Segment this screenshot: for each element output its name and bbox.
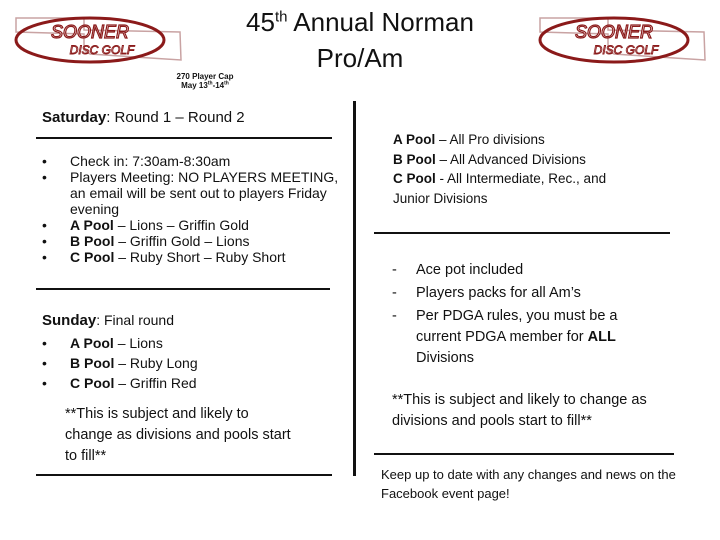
sunday-schedule-list (42, 333, 342, 393)
list-item: • B Pool – Griffin Gold – Lions (42, 233, 352, 249)
divider-footer-top (374, 453, 674, 455)
list-item: • A Pool – Lions – Griffin Gold (42, 217, 352, 233)
pool-label: B Pool (393, 151, 436, 167)
logo-text-disc-golf: DISC GOLF (69, 43, 135, 57)
divider-sunday-bottom (36, 474, 332, 476)
event-dates: May 13th-14th (181, 80, 229, 90)
saturday-heading: Saturday: Round 1 – Round 2 (42, 109, 245, 126)
player-cap: 270 Player Cap (176, 72, 234, 81)
list-item: • B Pool – Ruby Long (42, 353, 342, 373)
column-divider (353, 101, 356, 476)
list-item: • Check in: 7:30am-8:30am (42, 153, 352, 169)
oklahoma-logo-graphic (534, 8, 710, 64)
sooner-disc-golf-logo-right (534, 8, 710, 64)
event-info-note: **This is subject and likely to change as divisions and pools start to fill** (392, 392, 647, 429)
list-item: • Players Meeting: NO PLAYERS MEETING, an email will be sent out to players Friday evening (42, 169, 352, 217)
logo-text-sooner: SOONER (574, 22, 654, 42)
title-line-2: Pro/Am (316, 43, 404, 73)
pool-label: C Pool (70, 375, 115, 391)
event-info-list (392, 260, 657, 371)
divider-pools-bottom (374, 232, 670, 234)
pool-division-line: A Pool – All Pro divisions (393, 132, 545, 147)
list-item: • C Pool – Ruby Short – Ruby Short (42, 249, 352, 265)
pool-label: A Pool (70, 217, 114, 233)
divider-saturday-top (36, 137, 332, 139)
sooner-disc-golf-logo-left (10, 8, 186, 64)
saturday-schedule-list (42, 153, 352, 265)
page-title (200, 4, 520, 76)
pool-label: C Pool (70, 249, 115, 265)
sunday-note: **This is subject and likely to change as divisions and pools start to fill** (65, 406, 291, 464)
logo-text-sooner: SOONER (50, 22, 130, 42)
pool-label: B Pool (70, 355, 115, 371)
footer-facebook-note: Keep up to date with any changes and news on the Facebook event page! (381, 467, 676, 501)
logo-text-disc-golf: DISC GOLF (593, 43, 659, 57)
oklahoma-logo-graphic (10, 8, 186, 64)
pool-label: A Pool (70, 335, 114, 351)
pool-label: B Pool (70, 233, 115, 249)
list-item: • C Pool – Griffin Red (42, 373, 342, 393)
player-cap-info (155, 72, 255, 90)
list-item: - Ace pot included (392, 260, 657, 281)
sunday-heading: Sunday: Final round (42, 312, 175, 329)
divider-saturday-bottom (36, 288, 330, 290)
title-line-1: 45th Annual Norman (246, 7, 474, 37)
list-item: • A Pool – Lions (42, 333, 342, 353)
list-item: - Players packs for all Am’s (392, 283, 657, 304)
pool-division-line: B Pool – All Advanced Divisions (393, 151, 586, 167)
pool-divisions (393, 130, 643, 208)
pool-division-line: C Pool - All Intermediate, Rec., and Junior Divisions (393, 171, 607, 206)
pool-label: A Pool (393, 132, 436, 147)
pool-label: C Pool (393, 171, 436, 186)
list-item: - Per PDGA rules, you must be a current PDGA member for ALL Divisions (392, 306, 657, 369)
